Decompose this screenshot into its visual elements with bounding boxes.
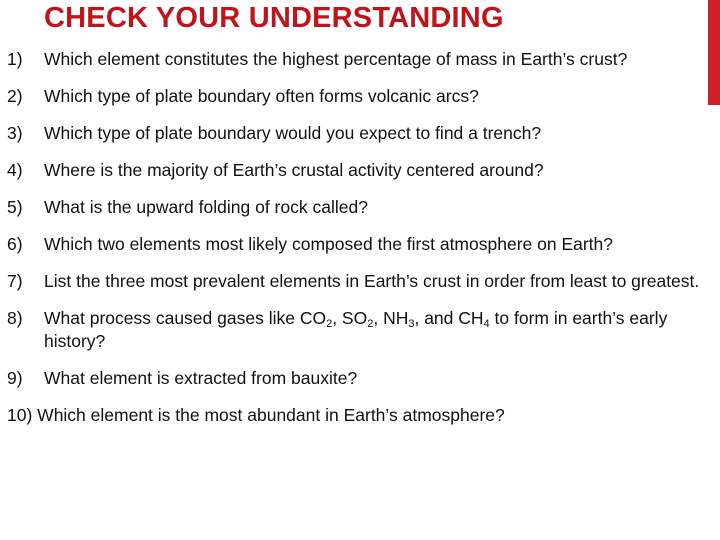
question-number: 2) <box>7 86 23 106</box>
question-text: Which two elements most likely composed the first atmosphere on Earth? <box>44 234 613 254</box>
question-6 <box>7 233 705 256</box>
subscript: 4 <box>483 318 490 330</box>
question-4 <box>7 159 705 182</box>
subscript: 2 <box>367 318 374 330</box>
question-text: Which element constitutes the highest percentage of mass in Earth’s crust? <box>44 49 628 69</box>
question-text-part: , SO <box>332 308 368 328</box>
question-number: 3) <box>7 123 23 143</box>
question-text-part: What process caused gases like CO <box>44 308 327 328</box>
question-text-part: , and CH <box>414 308 484 328</box>
question-9 <box>7 367 705 390</box>
slide-title: CHECK YOUR UNDERSTANDING <box>44 2 504 34</box>
question-number: 10) <box>7 405 33 425</box>
question-text: Which type of plate boundary often forms volcanic arcs? <box>44 86 479 106</box>
question-text <box>44 308 667 351</box>
question-number: 5) <box>7 197 23 217</box>
question-8 <box>7 307 705 353</box>
question-list <box>7 48 705 441</box>
question-number: 9) <box>7 368 23 388</box>
question-number: 6) <box>7 234 23 254</box>
question-text: What element is extracted from bauxite? <box>44 368 358 388</box>
question-text: Which type of plate boundary would you expect to find a trench? <box>44 123 542 143</box>
question-text: List the three most prevalent elements in Earth’s crust in order from least to greatest. <box>44 271 700 291</box>
question-number: 7) <box>7 271 23 291</box>
question-1 <box>7 48 705 71</box>
question-text: Where is the majority of Earth’s crustal activity centered around? <box>44 160 544 180</box>
question-3 <box>7 122 705 145</box>
question-text: What is the upward folding of rock called? <box>44 197 368 217</box>
question-2 <box>7 85 705 108</box>
question-number: 4) <box>7 160 23 180</box>
question-text-part: , NH <box>373 308 409 328</box>
accent-bar <box>708 0 720 105</box>
subscript: 3 <box>408 318 415 330</box>
question-number: 8) <box>7 308 23 328</box>
question-number: 1) <box>7 49 23 69</box>
question-text: Which element is the most abundant in Earth’s atmosphere? <box>37 405 505 425</box>
question-text-part: to form in earth’s early history? <box>44 308 668 351</box>
question-7 <box>7 270 705 293</box>
subscript: 2 <box>326 318 333 330</box>
question-10 <box>7 404 705 427</box>
question-5 <box>7 196 705 219</box>
